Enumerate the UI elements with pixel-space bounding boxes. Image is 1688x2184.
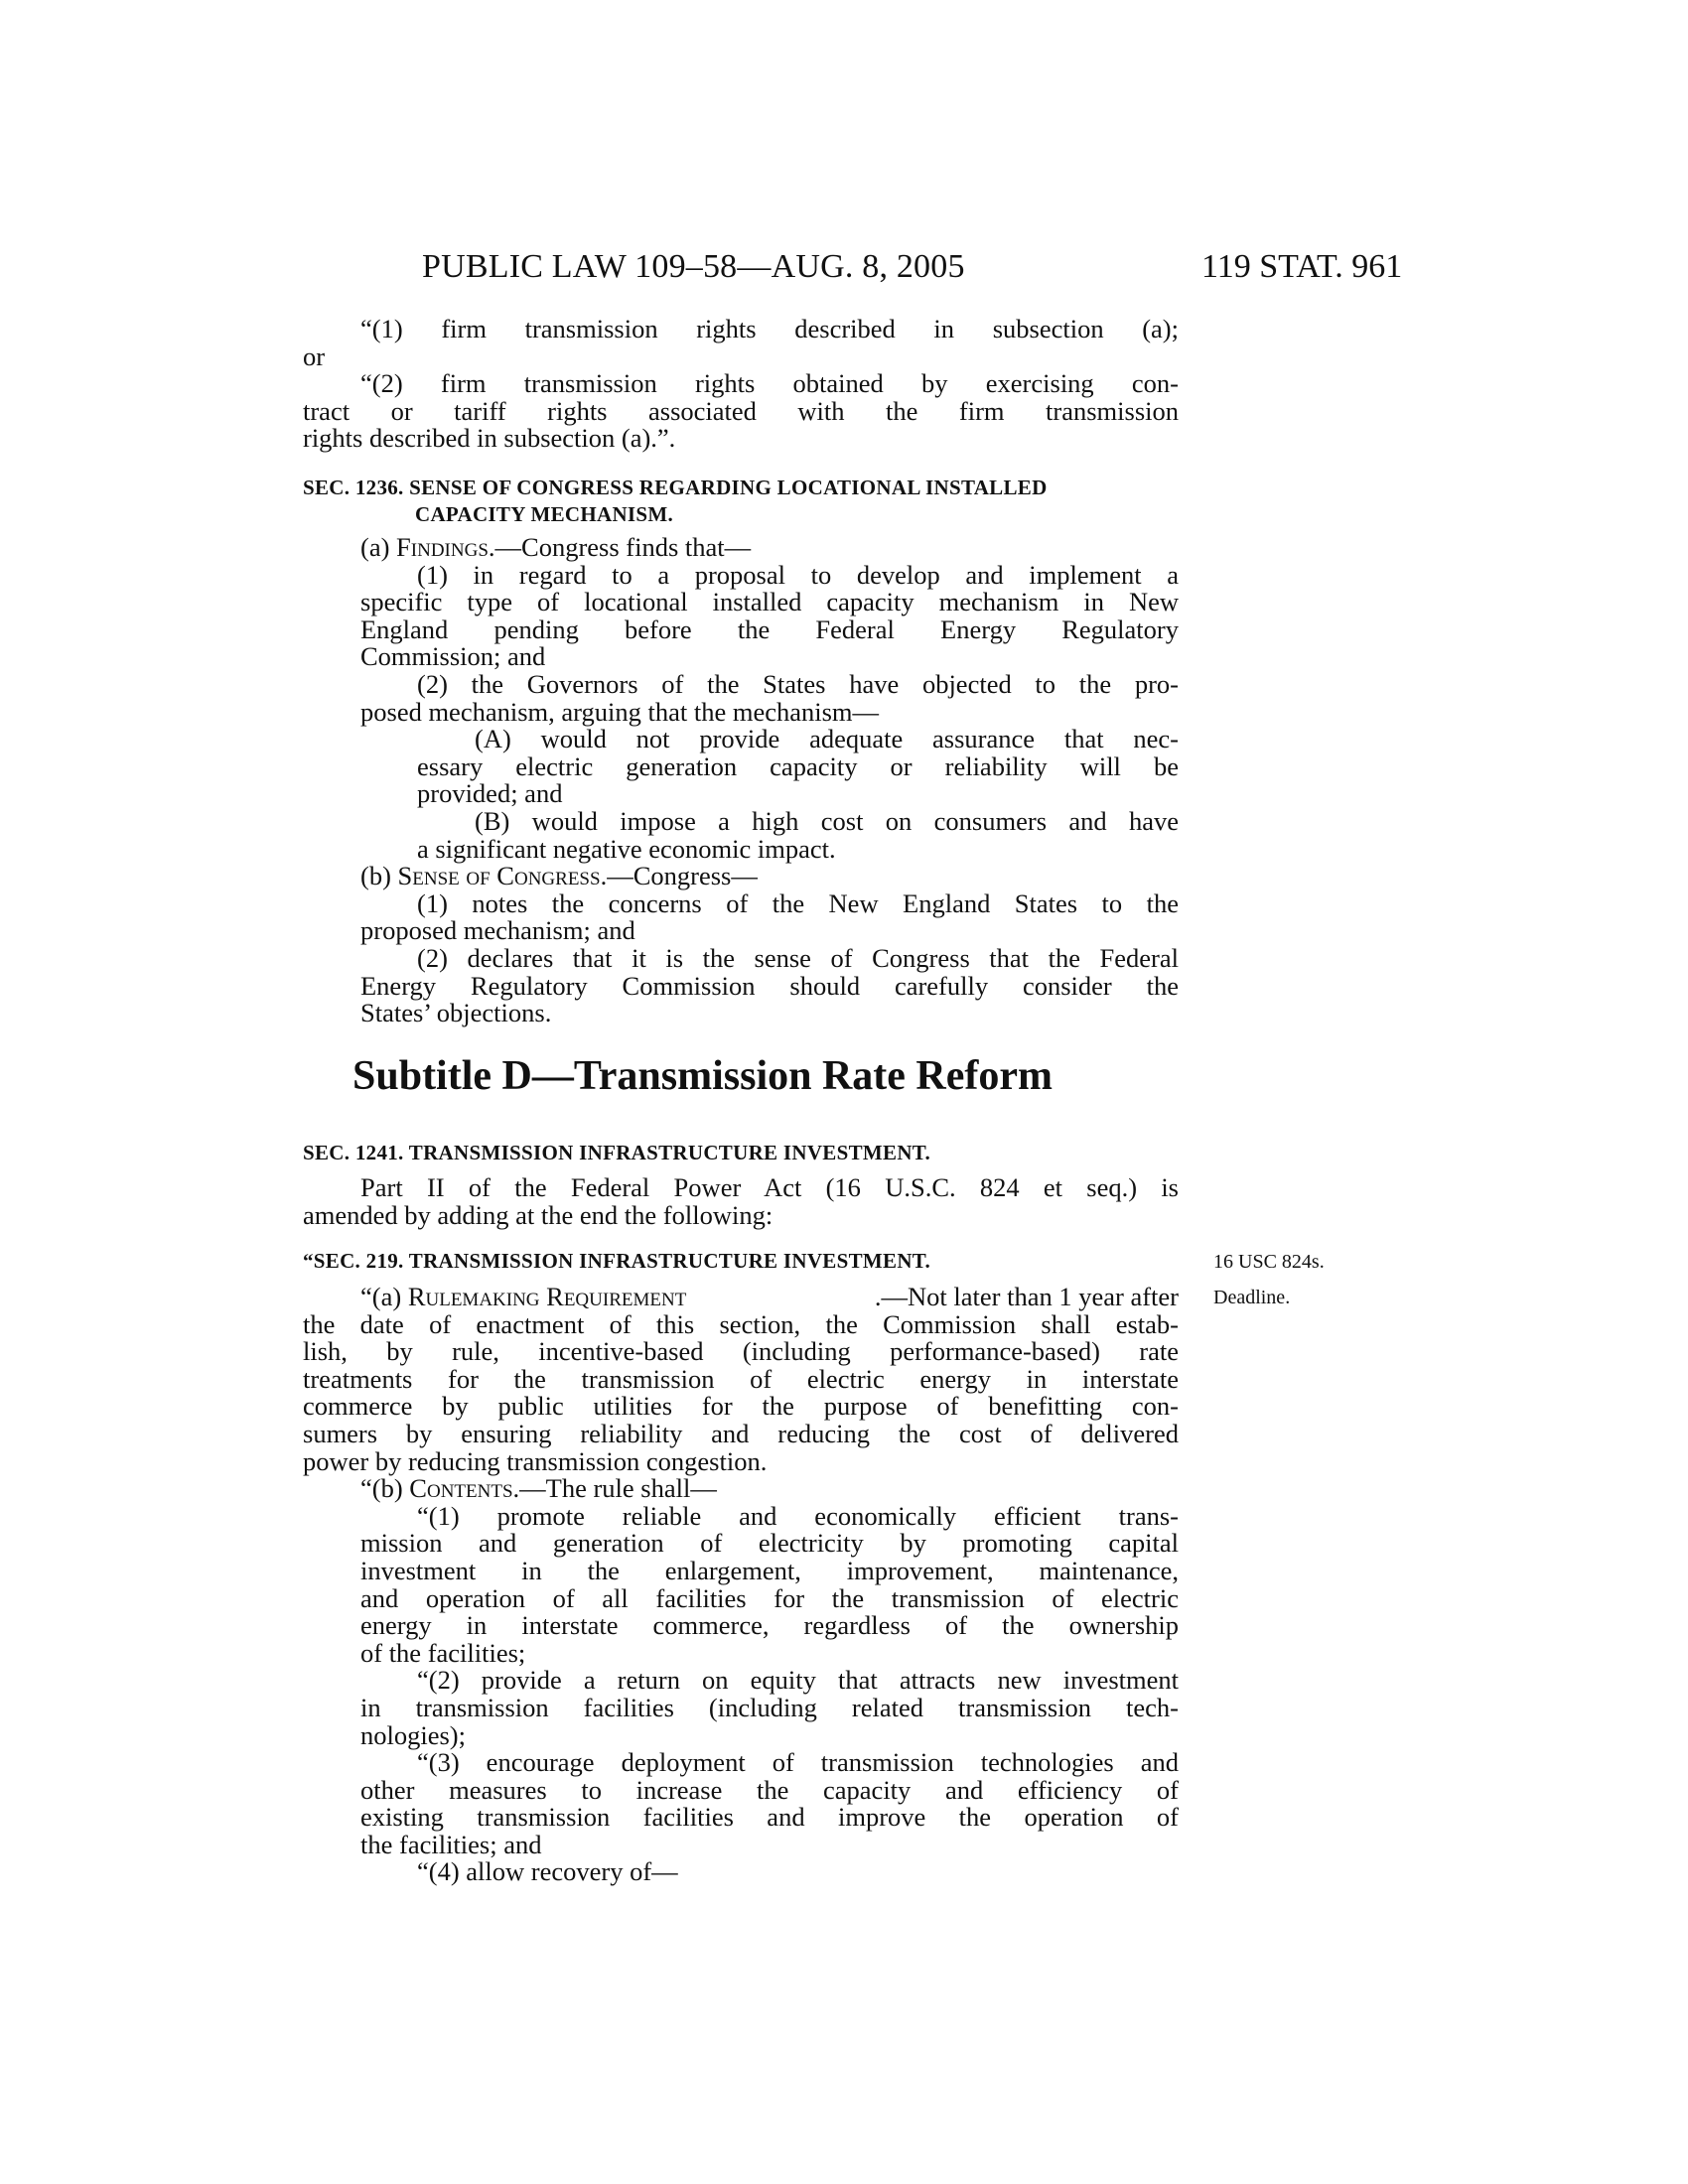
text: .—Congress finds that— [488, 532, 752, 562]
subsection-title: Sense of Congress [397, 861, 601, 891]
text-line: commerce by public utilities for the purpose of benefitting con- [303, 1391, 1179, 1422]
subsection-title: Rulemaking Requirement [407, 1282, 687, 1311]
subsection-title: Findings [396, 532, 489, 562]
section-1236-heading [303, 475, 1179, 528]
section-219-body [303, 1284, 1179, 1886]
text-line: posed mechanism, arguing that the mechanism— [360, 696, 880, 727]
text-line: mission and generation of electricity by promoting capital [360, 1528, 1179, 1559]
text-line: the facilities; and [360, 1829, 542, 1859]
text-line: in transmission facilities (including related transmission tech- [360, 1692, 1179, 1722]
subsection-a-findings [303, 534, 1179, 562]
text-line: essary electric generation capacity or reliability will be [417, 751, 1179, 781]
section-1236-body [303, 534, 1179, 1027]
text-line: Energy Regulatory Commission should carefully consider the [360, 970, 1179, 1001]
section-1241-body [303, 1174, 1179, 1229]
page-header-title: PUBLIC LAW 109–58—AUG. 8, 2005 [422, 248, 965, 285]
section-heading-line: “SEC. 219. TRANSMISSION INFRASTRUCTURE INVESTMENT. [303, 1249, 931, 1273]
text-line: provided; and [417, 778, 563, 809]
text-line: lish, by rule, incentive-based (including performance-based) rate [303, 1336, 1179, 1367]
section-219-heading [303, 1248, 1179, 1275]
text-line: “(1) promote reliable and economically efficient trans- [417, 1500, 1179, 1531]
text-line: “(3) encourage deployment of transmission technologies and [417, 1747, 1179, 1778]
margin-note-deadline: Deadline. [1213, 1287, 1291, 1308]
text-line: investment in the enlargement, improvement, maintenance, [360, 1555, 1179, 1585]
text-line: or [303, 341, 326, 371]
text-line: “(4) allow recovery of— [417, 1856, 678, 1887]
section-1241-heading [303, 1140, 1179, 1166]
page-header-stat: 119 STAT. 961 [1201, 248, 1403, 285]
text-line: rights described in subsection (a).”. [303, 423, 676, 454]
text: .—The rule shall— [512, 1473, 717, 1504]
text: .—Congress— [600, 861, 758, 891]
label: (a) [360, 532, 397, 562]
text-line: a significant negative economic impact. [417, 833, 836, 864]
text-line: proposed mechanism; and [360, 915, 635, 946]
section-heading-line: CAPACITY MECHANISM. [415, 502, 674, 526]
subsection-b-sense [303, 863, 1179, 890]
margin-note-usc: 16 USC 824s. [1213, 1251, 1325, 1273]
text-line: Part II of the Federal Power Act (16 U.S.C. 824 et seq.) is [360, 1172, 1179, 1202]
text-line: (B) would impose a high cost on consumers and have [475, 805, 1179, 836]
subsection-b-contents [303, 1475, 1179, 1503]
text-line: (2) the Governors of the States have objected to the pro- [417, 668, 1179, 699]
label: (b) [360, 861, 398, 891]
text-line: nologies); [360, 1719, 466, 1750]
text-line: tract or tariff rights associated with the firm transmission [303, 395, 1179, 426]
text-line: the date of enactment of this section, the Commission shall estab- [303, 1308, 1179, 1339]
text-line: “(2) firm transmission rights obtained by exercising con- [360, 368, 1179, 399]
text-line: energy in interstate commerce, regardless of the ownership [360, 1610, 1179, 1641]
section-heading-line: SEC. 1236. SENSE OF CONGRESS REGARDING LOCATIONAL INSTALLED [303, 476, 1048, 499]
text-line: specific type of locational installed capacity mechanism in New [360, 587, 1179, 617]
label: “(a) [360, 1282, 408, 1311]
text-line: treatments for the transmission of electric energy in interstate [303, 1363, 1179, 1394]
text-line: Commission; and [360, 641, 546, 672]
subsection-a-rulemaking [303, 1284, 1179, 1311]
carryover-block [303, 316, 1179, 453]
text-line: (A) would not provide adequate assurance that nec- [475, 724, 1179, 754]
text-line: sumers by ensuring reliability and reducing the cost of delivered [303, 1418, 1179, 1448]
text-line: of the facilities; [360, 1637, 526, 1668]
text-line: “(1) firm transmission rights described in subsection (a); [360, 314, 1179, 343]
text-line: existing transmission facilities and improve the operation of [360, 1802, 1179, 1833]
subsection-title: Contents [409, 1473, 513, 1504]
text-line: “(2) provide a return on equity that attracts new investment [417, 1665, 1179, 1696]
text-line: and operation of all facilities for the transmission of electric [360, 1582, 1179, 1613]
subtitle-heading: Subtitle D—Transmission Rate Reform [352, 1053, 1054, 1099]
text-line: other measures to increase the capacity and efficiency of [360, 1774, 1179, 1805]
label: “(b) [360, 1473, 410, 1504]
text-line: amended by adding at the end the following: [303, 1199, 774, 1230]
text-line: States’ objections. [360, 998, 552, 1028]
text-line: power by reducing transmission congestion. [303, 1445, 768, 1476]
text-line: (2) declares that it is the sense of Congress that the Federal [417, 942, 1179, 973]
text: .—Not later than 1 year after [874, 1282, 1179, 1311]
text-line: (1) notes the concerns of the New England States to the [417, 887, 1179, 918]
text-line: England pending before the Federal Energy Regulatory [360, 614, 1179, 644]
text-line: (1) in regard to a proposal to develop and implement a [417, 559, 1179, 590]
section-heading-line: SEC. 1241. TRANSMISSION INFRASTRUCTURE INVESTMENT. [303, 1141, 931, 1164]
